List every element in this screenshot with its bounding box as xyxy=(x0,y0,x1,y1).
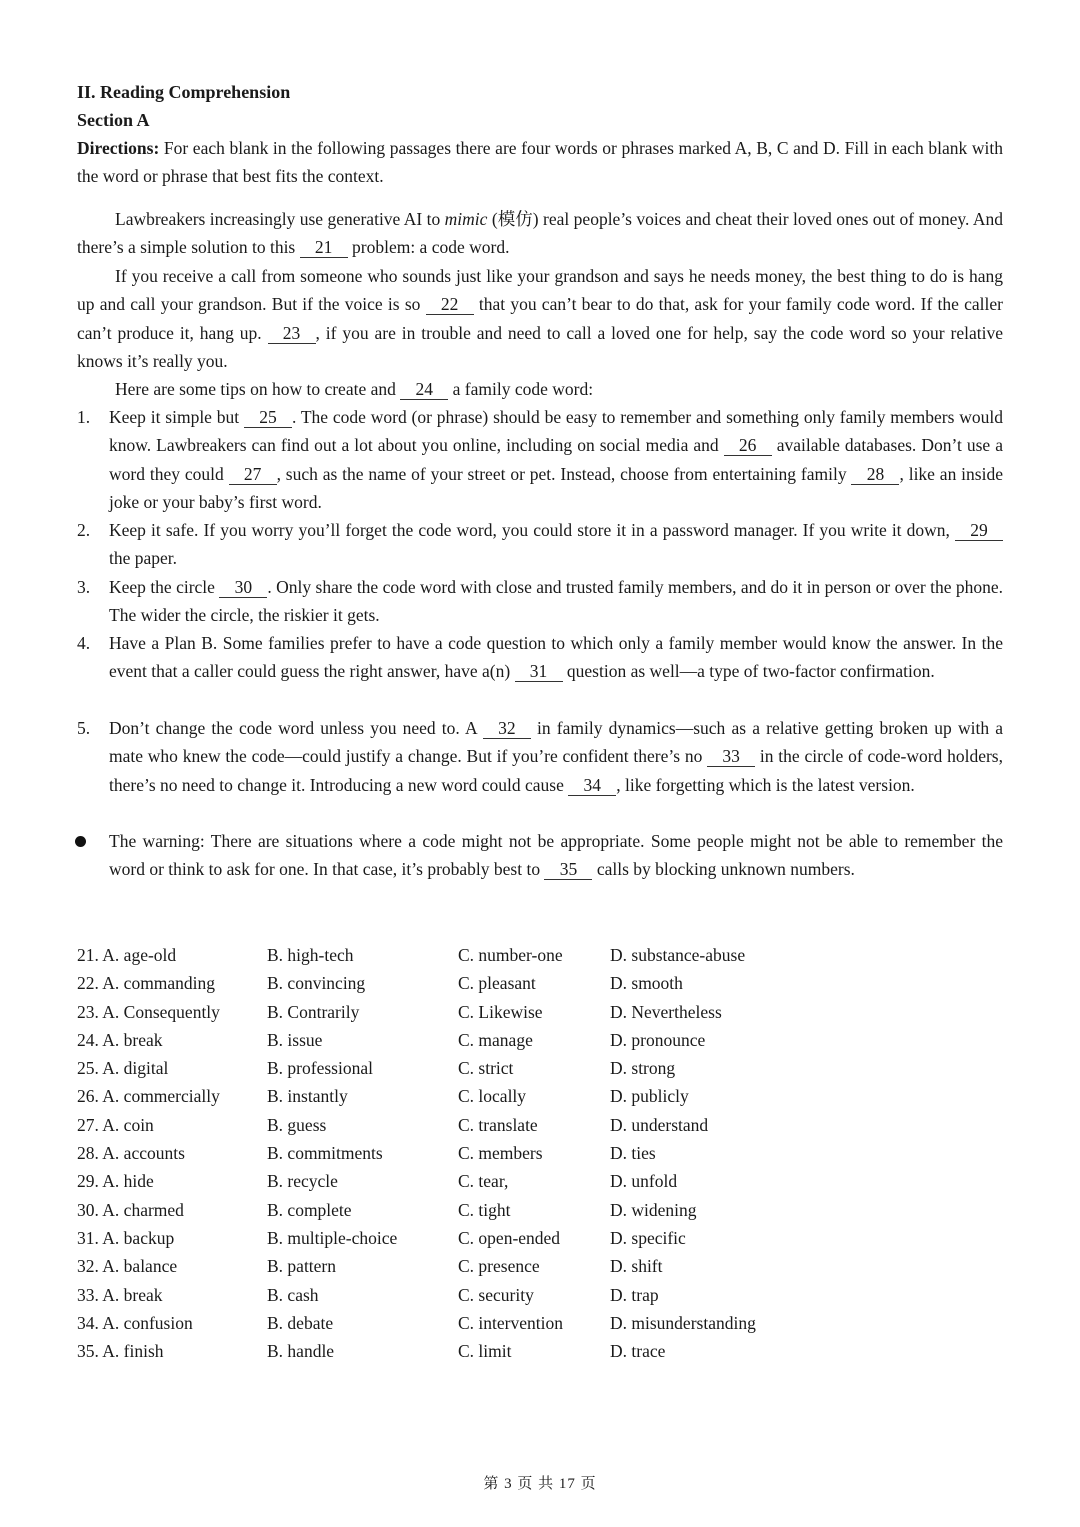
passage-text: problem: a code word. xyxy=(347,237,510,258)
option-row xyxy=(77,1139,877,1167)
option-a: 23. A. Consequently xyxy=(77,1001,220,1022)
option-c: C. strict xyxy=(458,1058,514,1079)
blank-33: 33 xyxy=(707,746,755,767)
subsection-heading: Section A xyxy=(77,110,150,130)
list-number: 1. xyxy=(77,407,91,427)
option-c: C. limit xyxy=(458,1341,512,1362)
list-number: 2. xyxy=(77,520,91,540)
passage-text: , like forgetting which is the latest version. xyxy=(616,774,915,795)
option-c: C. manage xyxy=(458,1029,533,1050)
warning-text xyxy=(109,827,1003,884)
option-b: B. professional xyxy=(267,1058,373,1079)
passage-text: Lawbreakers increasingly use generative AI to xyxy=(115,209,445,229)
option-b: B. pattern xyxy=(267,1256,337,1277)
option-b: B. recycle xyxy=(267,1171,338,1192)
option-c: C. pleasant xyxy=(458,973,536,994)
option-a: 33. A. break xyxy=(77,1284,163,1305)
option-row xyxy=(77,1224,877,1252)
passage-text: The warning: There are situations where a code might not be appropriate. Some people might not be able to remember the word or think to ask for one. In that case, it’s probably best to xyxy=(109,831,1003,880)
option-d: D. strong xyxy=(610,1058,676,1079)
option-row xyxy=(77,1196,877,1224)
passage-text: . The code word (or phrase) should be easy to remember and something only family members would know. Lawbreakers can find out a lot about you online, including on social media and xyxy=(109,407,1003,456)
option-row xyxy=(77,1252,877,1280)
option-d: D. understand xyxy=(610,1114,709,1135)
passage-text: , such as the name of your street or pet. Instead, choose from entertaining family xyxy=(276,463,852,484)
option-c: C. Likewise xyxy=(458,1001,543,1022)
blank-26: 26 xyxy=(724,435,772,456)
option-d: D. Nevertheless xyxy=(610,1001,722,1022)
option-c: C. translate xyxy=(458,1114,538,1135)
bullet-icon xyxy=(75,836,86,847)
option-c: C. tear, xyxy=(458,1171,509,1192)
tip-text xyxy=(109,516,1003,573)
directions-label: Directions: xyxy=(77,138,160,158)
option-row xyxy=(77,998,877,1026)
option-a: 30. A. charmed xyxy=(77,1199,184,1220)
option-d: D. specific xyxy=(610,1227,686,1248)
page-footer: 第 3 页 共 17 页 xyxy=(483,1476,597,1492)
option-c: C. presence xyxy=(458,1256,540,1277)
option-a: 21. A. age-old xyxy=(77,945,177,965)
option-a: 29. A. hide xyxy=(77,1171,154,1192)
passage-paragraph-2 xyxy=(77,262,1003,375)
list-number: 3. xyxy=(77,577,91,597)
list-number: 5. xyxy=(77,718,91,738)
option-row xyxy=(77,1054,877,1082)
passage-text: a family code word: xyxy=(448,379,594,399)
blank-32: 32 xyxy=(483,718,531,739)
option-d: D. ties xyxy=(610,1143,656,1164)
passage-text: . Only share the code word with close and trusted family members, and do it in person or over the phone. The wider the circle, the riskier it gets. xyxy=(109,577,1003,626)
option-row xyxy=(77,1026,877,1054)
option-c: C. security xyxy=(458,1284,534,1305)
option-a: 28. A. accounts xyxy=(77,1143,185,1164)
italic-word: mimic xyxy=(444,209,488,229)
option-d: D. pronounce xyxy=(610,1029,706,1050)
option-row xyxy=(77,1337,877,1365)
option-a: 31. A. backup xyxy=(77,1227,175,1248)
option-d: D. shift xyxy=(610,1256,663,1277)
blank-29: 29 xyxy=(955,520,1003,541)
tip-text xyxy=(109,573,1003,630)
option-a: 27. A. coin xyxy=(77,1114,154,1135)
option-d: D. publicly xyxy=(610,1086,689,1107)
option-d: D. trap xyxy=(610,1284,659,1305)
option-c: C. open-ended xyxy=(458,1227,561,1248)
passage-text: , like an inside joke or your baby’s first word. xyxy=(109,463,1003,512)
option-a: 25. A. digital xyxy=(77,1058,169,1079)
option-c: C. number-one xyxy=(458,945,563,965)
passage-text: , if you are in trouble and need to call a loved one for help, say the code word so your relative knows it’s really you. xyxy=(77,322,1003,371)
option-c: C. tight xyxy=(458,1199,511,1220)
blank-22: 22 xyxy=(426,294,474,315)
passage-text: in the circle of code-word holders, there’s no need to change it. Introducing a new word could cause xyxy=(109,746,1003,795)
directions-paragraph xyxy=(77,134,1003,191)
option-b: B. handle xyxy=(267,1341,335,1362)
tip-text xyxy=(109,629,1003,686)
option-a: 26. A. commercially xyxy=(77,1086,220,1107)
passage-text: available databases. Don’t use a word they could xyxy=(109,435,1003,484)
option-b: B. complete xyxy=(267,1199,352,1220)
option-b: B. commitments xyxy=(267,1143,383,1164)
tip-text xyxy=(109,403,1003,516)
passage-text: calls by blocking unknown numbers. xyxy=(592,859,855,880)
option-c: C. locally xyxy=(458,1086,527,1107)
passage-text: question as well—a type of two-factor confirmation. xyxy=(562,661,935,682)
blank-28: 28 xyxy=(851,464,899,485)
option-row xyxy=(77,969,877,997)
passage-text: Keep it safe. If you worry you’ll forget the code word, you could store it in a password manager. If you write it down, xyxy=(109,520,955,540)
blank-27: 27 xyxy=(229,464,277,485)
passage-text: Keep the circle xyxy=(109,577,220,597)
option-b: B. cash xyxy=(267,1284,319,1305)
option-row xyxy=(77,1082,877,1110)
passage-text: Have a Plan B. Some families prefer to have a code question to which only a family member would know the answer. In the event that a caller could guess the right answer, have a(n) xyxy=(109,633,1003,682)
option-d: D. widening xyxy=(610,1199,697,1220)
list-number: 4. xyxy=(77,633,91,653)
option-row xyxy=(77,941,877,969)
option-b: B. guess xyxy=(267,1114,327,1135)
option-row xyxy=(77,1309,877,1337)
passage-text: If you receive a call from someone who sounds just like your grandson and says he needs money, the best thing to do is hang up and call your grandson. But if the voice is so xyxy=(77,266,1003,315)
passage-text: Keep it simple but xyxy=(109,407,244,427)
option-d: D. unfold xyxy=(610,1171,678,1192)
option-row xyxy=(77,1167,877,1195)
passage-text: the paper. xyxy=(109,548,178,569)
passage-text: in family dynamics—such as a relative getting broken up with a mate who knew the code—could justify a change. But if you’re confident there’s no xyxy=(109,718,1003,767)
option-a: 24. A. break xyxy=(77,1029,163,1050)
blank-24: 24 xyxy=(400,379,448,400)
option-b: B. Contrarily xyxy=(267,1001,360,1022)
passage-text: that you can’t bear to do that, ask for your family code word. If the caller can’t produce it, hang up. xyxy=(77,294,1004,343)
blank-34: 34 xyxy=(568,775,616,796)
option-row xyxy=(77,1281,877,1309)
option-d: D. smooth xyxy=(610,973,683,994)
option-a: 35. A. finish xyxy=(77,1341,164,1362)
blank-25: 25 xyxy=(244,407,292,428)
blank-21: 21 xyxy=(300,237,348,258)
option-b: B. debate xyxy=(267,1312,334,1333)
passage-paragraph-1 xyxy=(77,205,1003,262)
blank-23: 23 xyxy=(268,323,316,344)
answer-options xyxy=(77,941,877,1365)
option-d: D. substance-abuse xyxy=(610,945,746,965)
blank-31: 31 xyxy=(515,661,563,682)
passage-text: Here are some tips on how to create and xyxy=(115,379,401,399)
tip-text xyxy=(109,714,1003,799)
blank-30: 30 xyxy=(219,577,267,598)
passage-paragraph-3 xyxy=(77,375,1003,403)
section-heading: II. Reading Comprehension xyxy=(77,82,291,102)
option-a: 22. A. commanding xyxy=(77,973,216,994)
option-c: C. intervention xyxy=(458,1312,563,1333)
option-b: B. convincing xyxy=(267,973,366,994)
option-d: D. trace xyxy=(610,1341,666,1362)
passage-text: (模仿) real people’s voices and cheat their loved ones out of money. And there’s a simple solution to this xyxy=(77,209,1004,258)
option-d: D. misunderstanding xyxy=(610,1312,756,1333)
option-c: C. members xyxy=(458,1143,543,1164)
option-b: B. multiple-choice xyxy=(267,1227,398,1248)
option-b: B. instantly xyxy=(267,1086,348,1107)
passage-text: Don’t change the code word unless you need to. A xyxy=(109,718,483,738)
option-a: 32. A. balance xyxy=(77,1256,178,1277)
blank-35: 35 xyxy=(544,859,592,880)
option-a: 34. A. confusion xyxy=(77,1312,193,1333)
option-b: B. issue xyxy=(267,1029,323,1050)
option-row xyxy=(77,1111,877,1139)
option-b: B. high-tech xyxy=(267,945,354,965)
directions-text: For each blank in the following passages there are four words or phrases marked A, B, C and D. Fill in each blank with the word or phrase that best fits the context. xyxy=(77,138,1003,187)
